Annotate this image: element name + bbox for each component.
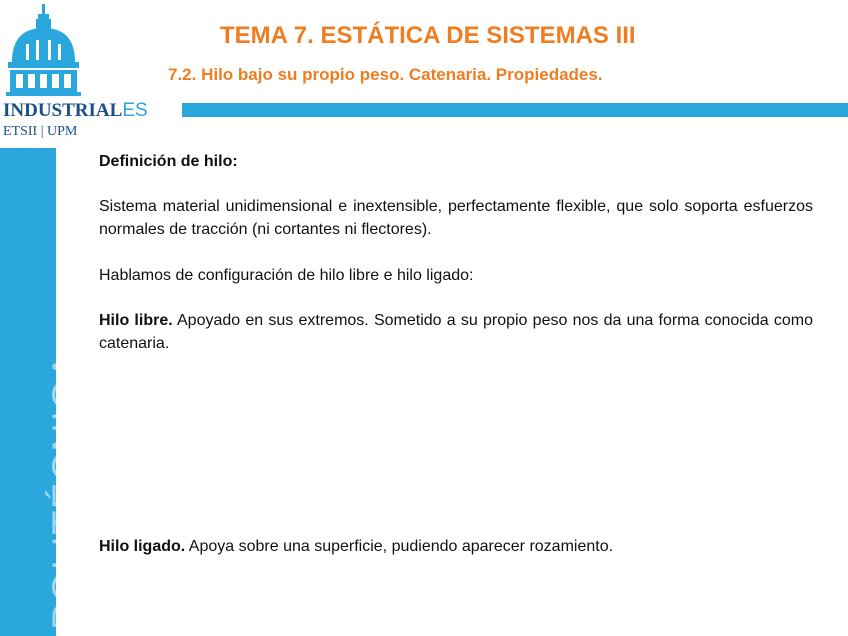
header-bar bbox=[182, 103, 848, 117]
intro-block bbox=[99, 264, 813, 287]
hilo-ligado-label: Hilo ligado. bbox=[99, 538, 186, 555]
definition-heading-text: Definición de hilo: bbox=[99, 153, 238, 170]
hilo-libre-block bbox=[99, 309, 813, 355]
definition-text: Sistema material unidimensional e inextensible, perfectamente flexible, que solo soporta esfuerzos normales de tracción (ni cortantes ni flectores). bbox=[99, 198, 813, 238]
brand-name-light: ES bbox=[122, 100, 148, 121]
definition-heading bbox=[99, 150, 813, 173]
brand-name-strong: INDUSTRIAL bbox=[3, 100, 123, 121]
sidebar-watermark: POLITÉCNICA bbox=[45, 352, 89, 630]
page-subtitle: 7.2. Hilo bajo su propio peso. Catenaria. Propiedades. bbox=[168, 65, 603, 84]
page-title: TEMA 7. ESTÁTICA DE SISTEMAS III bbox=[220, 22, 636, 49]
hilo-libre-label: Hilo libre. bbox=[99, 312, 173, 329]
dome-icon bbox=[4, 4, 84, 96]
intro-text: Hablamos de configuración de hilo libre e hilo ligado: bbox=[99, 267, 474, 284]
definition-block bbox=[99, 195, 813, 241]
brand-name bbox=[3, 100, 148, 122]
brand-subtitle: ETSII | UPM bbox=[3, 124, 78, 139]
hilo-ligado-block bbox=[99, 535, 813, 558]
hilo-libre-text: Apoyado en sus extremos. Sometido a su propio peso nos da una forma conocida como catenaria. bbox=[99, 312, 813, 352]
hilo-ligado-text: Apoya sobre una superficie, pudiendo aparecer rozamiento. bbox=[185, 538, 614, 555]
